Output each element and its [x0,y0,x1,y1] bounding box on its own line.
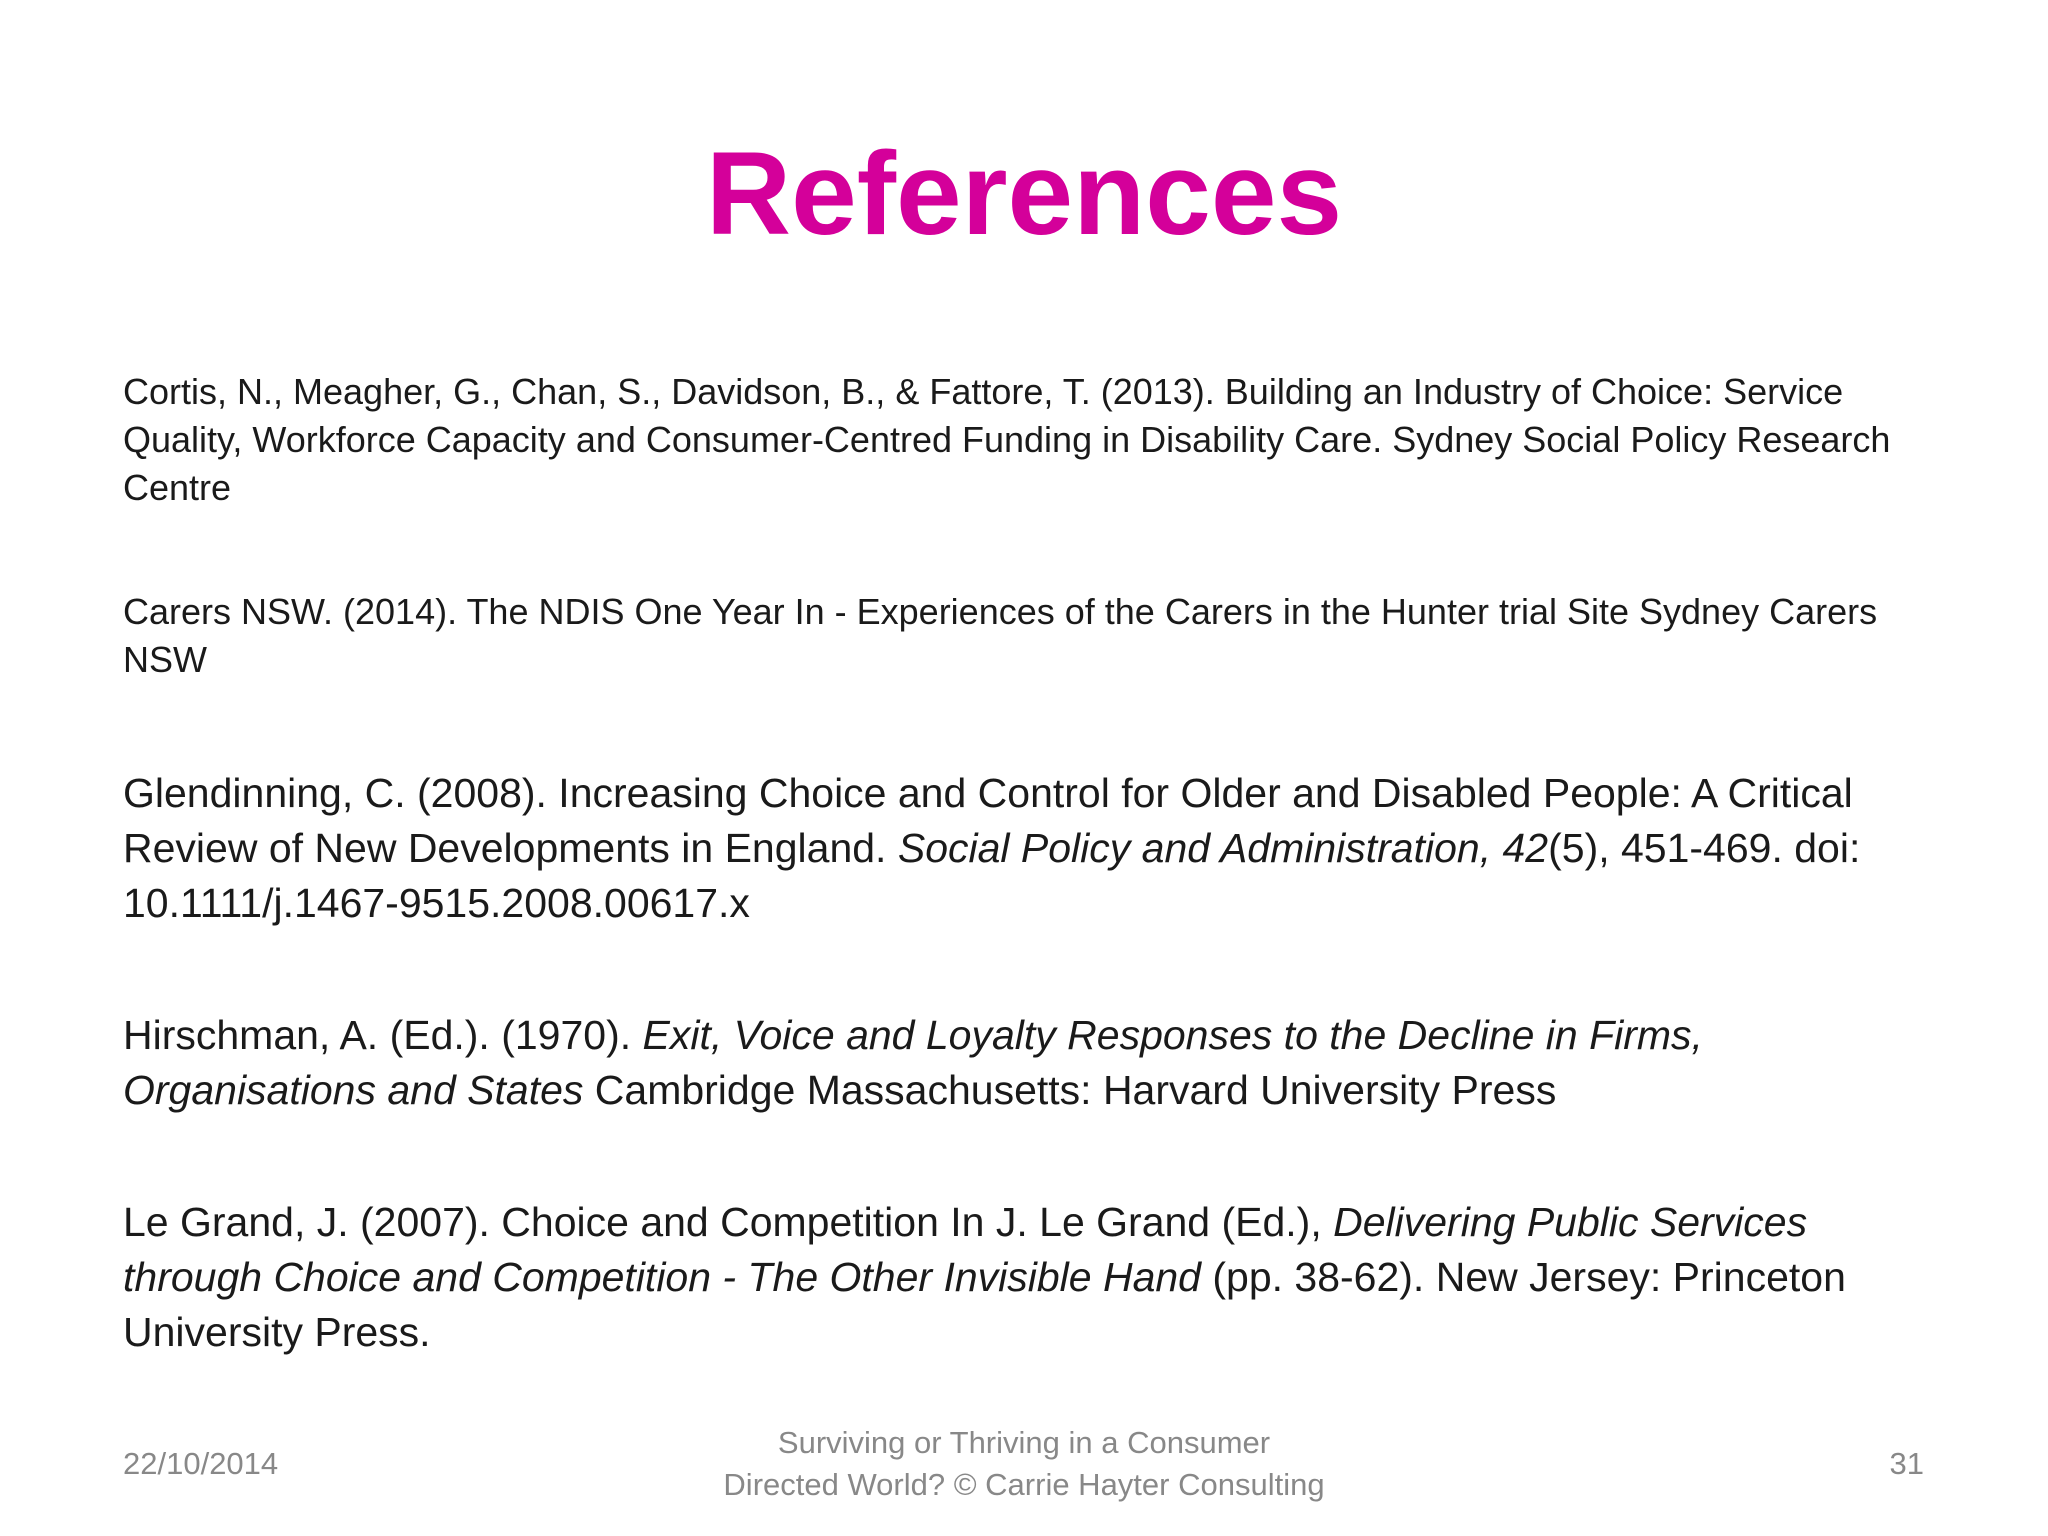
reference-italic-text: Exit, Voice and Loyalty Responses to the Decline in Firms, Organisations and States [123,1012,1703,1113]
reference-list [123,368,1893,1360]
footer-presentation-title [624,1422,1424,1506]
reference-italic-text: Delivering Public Services through Choice and Competition - The Other Invisible Hand [123,1199,1808,1300]
slide-number: 31 [1889,1446,1924,1481]
reference-item [123,368,1893,512]
reference-text: (5), 451-469. doi: 10.1111/j.1467-9515.2008.00617.x [123,825,1861,926]
reference-italic-text: Social Policy and Administration, 42 [897,825,1549,871]
footer-date: 22/10/2014 [123,1446,279,1481]
reference-text: Cambridge Massachusetts: Harvard University Press [583,1067,1557,1113]
slide-title: References [705,128,1343,260]
footer-title-line-2: Directed World? © Carrie Hayter Consulting [723,1467,1325,1502]
reference-item [123,1008,1893,1118]
reference-text: Glendinning, C. (2008). Increasing Choice and Control for Older and Disabled People: A Critical Review of New Developments in England. [123,770,1853,871]
footer-title-line-1: Surviving or Thriving in a Consumer [777,1425,1271,1460]
reference-item [123,1195,1893,1360]
reference-text: Le Grand, J. (2007). Choice and Competition In J. Le Grand (Ed.), [123,1199,1334,1245]
reference-item [123,588,1893,684]
reference-text: Carers NSW. (2014). The NDIS One Year In - Experiences of the Carers in the Hunter trial Site Sydney Carers NSW [123,591,1878,680]
reference-text: Hirschman, A. (Ed.). (1970). [123,1012,643,1058]
reference-item [123,766,1893,931]
reference-text: Cortis, N., Meagher, G., Chan, S., Davidson, B., & Fattore, T. (2013). Building an Industry of Choice: Service Quality, Workforce Capacity and Consumer-Centred Funding in Disability Care. Sydney Social Policy Research Centre [123,371,1891,508]
reference-text: (pp. 38-62). New Jersey: Princeton University Press. [123,1254,1846,1355]
